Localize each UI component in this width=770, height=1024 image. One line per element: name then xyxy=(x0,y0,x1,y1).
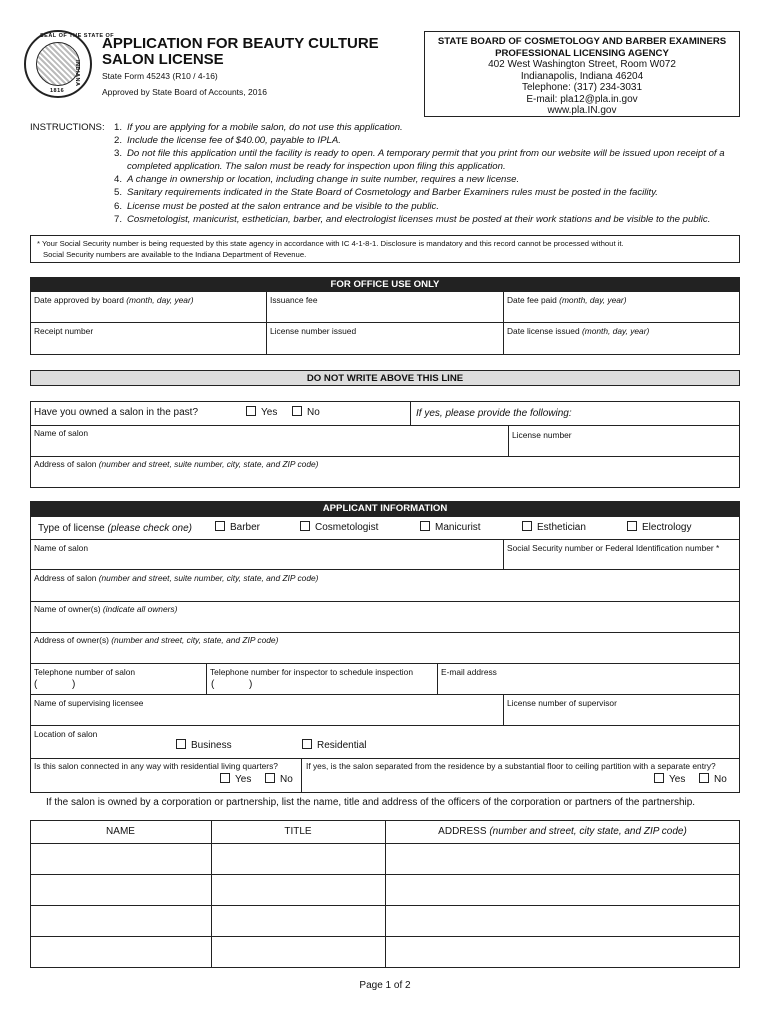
approval-note: Approved by State Board of Accounts, 2016 xyxy=(102,87,267,97)
salon-phone-field[interactable]: Telephone number of salon xyxy=(34,667,136,677)
past-license-number-field[interactable]: License number xyxy=(512,430,572,440)
past-salon-address-field[interactable]: Address of salon (number and street, suite number, city, state, and ZIP code) xyxy=(34,459,319,469)
partition-no-option[interactable]: No xyxy=(699,773,727,785)
license-type-label: Type of license (please check one) xyxy=(38,523,192,534)
residential-checkbox[interactable] xyxy=(302,739,312,749)
esthetician-checkbox[interactable] xyxy=(522,521,532,531)
corporation-note: If the salon is owned by a corporation or partnership, list the name, title and address of the officers of the corporation or partners of the partnership. xyxy=(46,797,696,808)
past-no-option[interactable]: No xyxy=(292,406,320,418)
cosmetologist-checkbox[interactable] xyxy=(300,521,310,531)
salon-phone-close-paren: ) xyxy=(72,679,76,690)
instruction-item: 1. If you are applying for a mobile salon, do not use this application. xyxy=(114,122,403,133)
agency-email: E-mail: pla12@pla.in.gov xyxy=(526,93,638,105)
form-info xyxy=(102,68,267,100)
officer-name-cell[interactable] xyxy=(31,937,211,967)
title-line-2: SALON LICENSE xyxy=(102,51,224,68)
partition-yes-checkbox[interactable] xyxy=(654,773,664,783)
officer-address-cell[interactable] xyxy=(386,906,739,936)
officer-address-cell[interactable] xyxy=(386,844,739,874)
inspector-phone-open-paren: ( xyxy=(211,679,215,690)
owner-names-field[interactable]: Name of owner(s) (indicate all owners) xyxy=(34,604,178,614)
agency-subname: PROFESSIONAL LICENSING AGENCY xyxy=(495,47,669,59)
type-barber-option[interactable]: Barber xyxy=(215,521,260,533)
residential-connection-question: Is this salon connected in any way with residential living quarters? xyxy=(34,761,278,771)
type-manicurist-option[interactable]: Manicurist xyxy=(420,521,481,533)
past-salon-question: Have you owned a salon in the past? xyxy=(34,407,198,418)
officer-title-cell[interactable] xyxy=(212,906,385,936)
date-fee-paid-field[interactable]: Date fee paid (month, day, year) xyxy=(507,295,627,305)
form-number: State Form 45243 (R10 / 4-16) xyxy=(102,71,218,81)
barber-checkbox[interactable] xyxy=(215,521,225,531)
past-yes-checkbox[interactable] xyxy=(246,406,256,416)
officer-address-cell[interactable] xyxy=(386,875,739,905)
officer-name-cell[interactable] xyxy=(31,844,211,874)
business-checkbox[interactable] xyxy=(176,739,186,749)
partition-question: If yes, is the salon separated from the residence by a substantial floor to ceiling partition with a separate entry? xyxy=(306,761,716,771)
agency-street: 402 West Washington Street, Room W072 xyxy=(488,59,676,70)
applicant-info-section xyxy=(30,516,740,793)
location-business-option[interactable]: Business xyxy=(176,739,232,751)
officer-name-cell[interactable] xyxy=(31,875,211,905)
supervisor-license-field[interactable]: License number of supervisor xyxy=(507,698,617,708)
seal-year: 1816 xyxy=(50,88,65,94)
partition-no-checkbox[interactable] xyxy=(699,773,709,783)
applicant-info-header: APPLICANT INFORMATION xyxy=(30,501,740,516)
connected-yes-option[interactable]: Yes xyxy=(220,773,251,785)
connected-no-option[interactable]: No xyxy=(265,773,293,785)
agency-phone: Telephone: (317) 234-3031 xyxy=(521,82,643,93)
agency-name: STATE BOARD OF COSMETOLOGY AND BARBER EXAMINERS xyxy=(437,36,727,47)
salon-address-field[interactable]: Address of salon (number and street, suite number, city, state, and ZIP code) xyxy=(34,573,319,583)
type-esthetician-option[interactable]: Esthetician xyxy=(522,521,586,533)
past-if-yes-note: If yes, please provide the following: xyxy=(416,408,572,419)
salon-location-label: Location of salon xyxy=(34,729,98,739)
col-title-header: TITLE xyxy=(284,826,312,837)
instruction-item: 4. A change in ownership or location, including change in suite number, requires a new license. xyxy=(114,174,520,186)
date-approved-field[interactable]: Date approved by board (month, day, year) xyxy=(34,295,194,305)
connected-yes-checkbox[interactable] xyxy=(220,773,230,783)
license-number-issued-field[interactable]: License number issued xyxy=(270,326,357,336)
connected-no-checkbox[interactable] xyxy=(265,773,275,783)
type-electrology-option[interactable]: Electrology xyxy=(627,521,691,533)
issuance-fee-field[interactable]: Issuance fee xyxy=(270,295,318,305)
agency-box xyxy=(424,31,740,117)
ssn-fein-field[interactable]: Social Security number or Federal Identification number * xyxy=(507,543,720,553)
officer-title-cell[interactable] xyxy=(212,875,385,905)
instructions-list xyxy=(114,121,744,226)
date-license-issued-field[interactable]: Date license issued (month, day, year) xyxy=(507,326,650,336)
page-number: Page 1 of 2 xyxy=(359,980,411,991)
officer-name-cell[interactable] xyxy=(31,906,211,936)
col-address-header: ADDRESS (number and street, city state, and ZIP code) xyxy=(438,826,687,837)
instruction-item: 7. Cosmetologist, manicurist, esthetician, barber, and electrologist licenses must be posted at their work stations and be visible to the public. xyxy=(114,213,711,225)
officer-title-cell[interactable] xyxy=(212,937,385,967)
ssn-disclosure-note: * Your Social Security number is being requested by this state agency in accordance with IC 4-1-8-1. Disclosure is mandatory and this record cannot be processed without it. Social Security numbers are available to the Indiana Department of Revenue. xyxy=(30,235,740,263)
email-field[interactable]: E-mail address xyxy=(441,667,497,677)
instructions-label: INSTRUCTIONS: xyxy=(30,122,105,133)
instruction-item: 5. Sanitary requirements indicated in the State Board of Cosmetology and Barber Examiners rules must be posted in the facility. xyxy=(114,187,658,199)
location-residential-option[interactable]: Residential xyxy=(302,739,366,751)
salon-phone-open-paren: ( xyxy=(34,679,38,690)
seal-top-text: SEAL OF THE STATE OF xyxy=(40,33,115,39)
officer-address-cell[interactable] xyxy=(386,937,739,967)
instruction-item: 3. Do not file this application until the facility is ready to open. A temporary permit that you print from our website will be issued upon receipt of a completed application. The salon must be ready for inspection upon filing this application. xyxy=(114,148,725,173)
do-not-write-bar: DO NOT WRITE ABOVE THIS LINE xyxy=(30,370,740,386)
type-cosmetologist-option[interactable]: Cosmetologist xyxy=(300,521,378,533)
manicurist-checkbox[interactable] xyxy=(420,521,430,531)
partition-yes-option[interactable]: Yes xyxy=(654,773,685,785)
electrology-checkbox[interactable] xyxy=(627,521,637,531)
receipt-number-field[interactable]: Receipt number xyxy=(34,326,94,336)
col-name-header: NAME xyxy=(106,826,135,837)
inspector-phone-field[interactable]: Telephone number for inspector to schedule inspection xyxy=(210,667,413,677)
past-salon-name-field[interactable]: Name of salon xyxy=(34,428,88,438)
past-no-checkbox[interactable] xyxy=(292,406,302,416)
salon-name-field[interactable]: Name of salon xyxy=(34,543,88,553)
inspector-phone-close-paren: ) xyxy=(249,679,253,690)
owner-address-field[interactable]: Address of owner(s) (number and street, city, state, and ZIP code) xyxy=(34,635,279,645)
agency-city: Indianapolis, Indiana 46204 xyxy=(520,70,644,82)
seal-side-text: INDIANA xyxy=(74,60,80,87)
office-use-header: FOR OFFICE USE ONLY xyxy=(30,277,740,291)
title-line-1: APPLICATION FOR BEAUTY CULTURE xyxy=(102,35,379,52)
instruction-item: 6. License must be posted at the salon entrance and be visible to the public. xyxy=(114,200,439,212)
agency-website: www.pla.IN.gov xyxy=(547,105,617,116)
form-title xyxy=(102,36,379,68)
officer-title-cell[interactable] xyxy=(212,844,385,874)
past-yes-option[interactable]: Yes xyxy=(246,406,277,418)
instruction-item: 2. Include the license fee of $40.00, payable to IPLA. xyxy=(114,135,341,147)
supervising-licensee-field[interactable]: Name of supervising licensee xyxy=(34,698,144,708)
